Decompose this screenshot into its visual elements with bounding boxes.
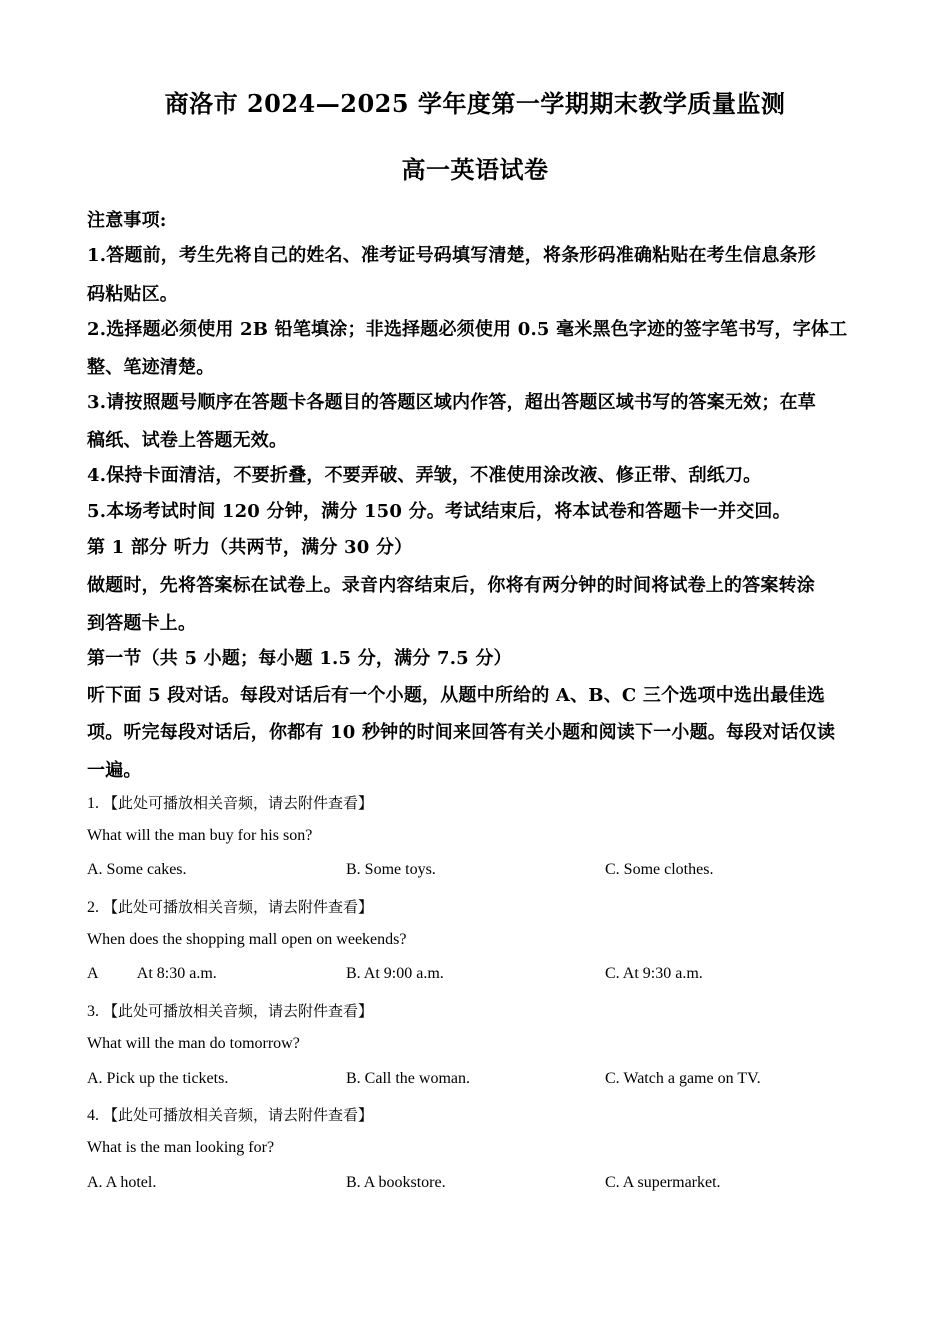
- notice-heading: 注意事项:: [87, 210, 167, 231]
- section-1-instruction-line-1: 听下面 5 段对话。每段对话后有一个小题，从题中所给的 A、B、C 三个选项中选出最佳选: [87, 685, 825, 706]
- question-3-option-c: C. Watch a game on TV.: [605, 1070, 761, 1087]
- question-3-header: [87, 1000, 373, 1021]
- section-1-heading: 第一节（共 5 小题；每小题 1.5 分，满分 7.5 分）: [87, 648, 512, 669]
- question-4-option-b: B. A bookstore.: [346, 1174, 446, 1191]
- question-2-option-a: A At 8:30 a.m.: [87, 965, 217, 982]
- question-3-option-b: B. Call the woman.: [346, 1070, 470, 1087]
- question-4-text: What is the man looking for?: [87, 1139, 275, 1156]
- question-4-header: [87, 1104, 373, 1125]
- question-number: 4.: [87, 1107, 99, 1124]
- section-1-instruction-line-3: 一遍。: [87, 760, 142, 781]
- question-1-option-a: A. Some cakes.: [87, 861, 187, 878]
- notice-item-2-line-1: 2.选择题必须使用 2B 铅笔填涂；非选择题必须使用 0.5 毫米黑色字迹的签字笔书写，字体工: [87, 319, 848, 340]
- exam-subtitle: 高一英语试卷: [401, 155, 549, 184]
- question-2-text: When does the shopping mall open on weekends?: [87, 931, 407, 948]
- audio-note: 【此处可播放相关音频，请去附件查看】: [103, 1106, 374, 1124]
- part-1-instruction-line-1: 做题时，先将答案标在试卷上。录音内容结束后，你将有两分钟的时间将试卷上的答案转涂: [87, 575, 815, 596]
- audio-note: 【此处可播放相关音频，请去附件查看】: [103, 898, 374, 916]
- question-2-option-b: B. At 9:00 a.m.: [346, 965, 444, 982]
- notice-item-1-line-1: 1.答题前，考生先将自己的姓名、准考证号码填写清楚，将条形码准确粘贴在考生信息条形: [87, 245, 816, 266]
- question-3-option-a: A. Pick up the tickets.: [87, 1070, 229, 1087]
- question-number: 3.: [87, 1003, 99, 1020]
- question-1-option-c: C. Some clothes.: [605, 861, 714, 878]
- question-number: 2.: [87, 899, 99, 916]
- notice-item-3-line-2: 稿纸、试卷上答题无效。: [87, 430, 288, 451]
- notice-item-2-line-2: 整、笔迹清楚。: [87, 357, 215, 378]
- notice-item-4: 4.保持卡面清洁，不要折叠，不要弄破、弄皱，不准使用涂改液、修正带、刮纸刀。: [87, 465, 762, 486]
- question-2-header: [87, 896, 373, 917]
- question-number: 1.: [87, 795, 99, 812]
- section-1-instruction-line-2: 项。听完每段对话后，你都有 10 秒钟的时间来回答有关小题和阅读下一小题。每段对话仅读: [87, 722, 836, 743]
- question-3-text: What will the man do tomorrow?: [87, 1035, 300, 1052]
- notice-item-1-line-2: 码粘贴区。: [87, 284, 178, 305]
- exam-title: 商洛市 2024—2025 学年度第一学期期末教学质量监测: [164, 89, 786, 118]
- notice-item-5: 5.本场考试时间 120 分钟，满分 150 分。考试结束后，将本试卷和答题卡一并交回。: [87, 501, 791, 522]
- question-1-option-b: B. Some toys.: [346, 861, 436, 878]
- notice-item-3-line-1: 3.请按照题号顺序在答题卡各题目的答题区域内作答，超出答题区域书写的答案无效；在草: [87, 392, 816, 413]
- part-1-heading: 第 1 部分 听力（共两节，满分 30 分）: [87, 537, 413, 558]
- question-2-option-c: C. At 9:30 a.m.: [605, 965, 703, 982]
- question-1-header: [87, 792, 373, 813]
- audio-note: 【此处可播放相关音频，请去附件查看】: [103, 1002, 374, 1020]
- question-1-text: What will the man buy for his son?: [87, 827, 313, 844]
- question-4-option-a: A. A hotel.: [87, 1174, 157, 1191]
- part-1-instruction-line-2: 到答题卡上。: [87, 613, 197, 634]
- question-4-option-c: C. A supermarket.: [605, 1174, 721, 1191]
- audio-note: 【此处可播放相关音频，请去附件查看】: [103, 794, 374, 812]
